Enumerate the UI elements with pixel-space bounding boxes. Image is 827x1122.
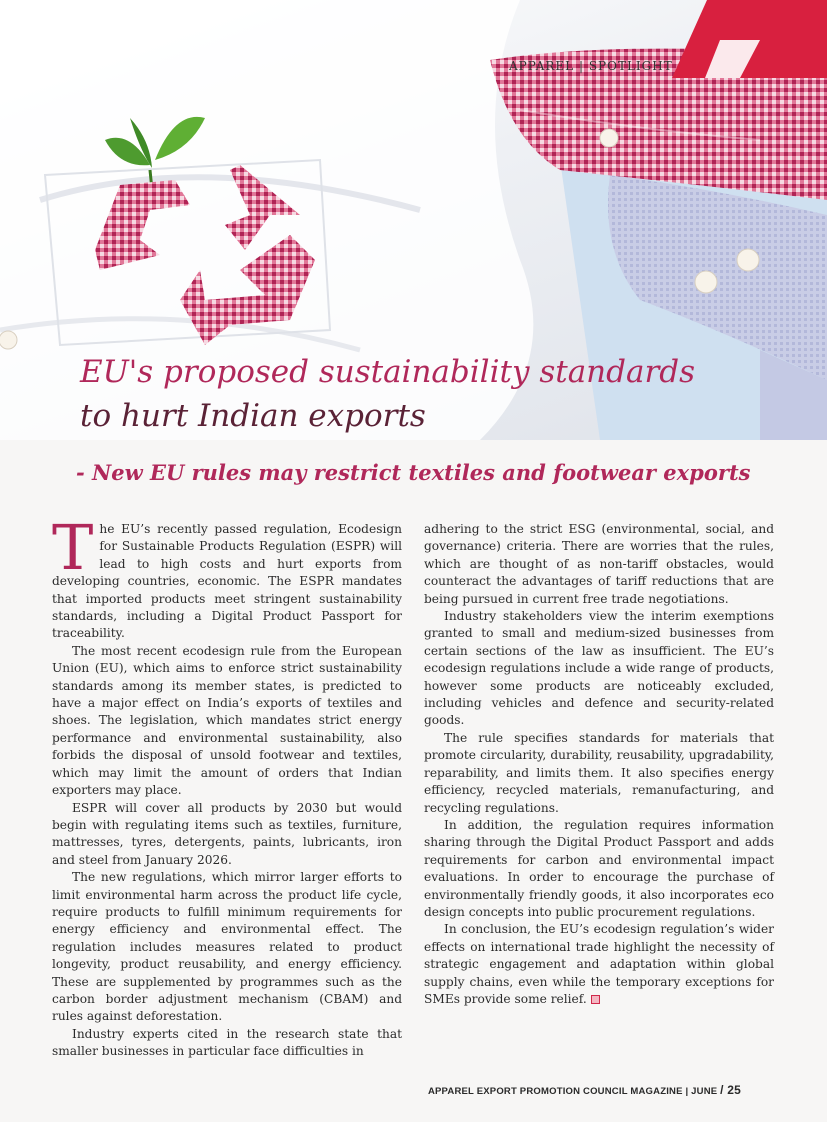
page-footer bbox=[428, 1083, 741, 1097]
footer-magazine-name: APPAREL EXPORT PROMOTION COUNCIL MAGAZINE | JUNE bbox=[427, 1086, 718, 1097]
intro-text: he EU’s recently passed regulation, Ecodesign for Sustainable Products Regulation (ESPR) will lead to high costs and hurt exports from developing countries, economic. The ESPR mandates that imported products meet stringent sustainability standards, including a Digital Product Passport for traceability. bbox=[52, 522, 402, 641]
drop-cap: T bbox=[52, 511, 94, 584]
title-line-1: EU's proposed sustainability standards bbox=[80, 354, 696, 390]
body-paragraph: ESPR will cover all products by 2030 but would begin with regulating items such as textiles, furniture, mattresses, tyres, detergents, paints, lubricants, iron and steel from January 2026. bbox=[52, 800, 402, 867]
article-subtitle: - New EU rules may restrict textiles and footwear exports bbox=[76, 460, 751, 485]
intro-paragraph bbox=[52, 511, 402, 643]
end-mark-icon bbox=[591, 995, 600, 1004]
hero-image bbox=[0, 0, 827, 440]
final-text: In conclusion, the EU’s ecodesign regulation’s wider effects on international trade highlight the necessity of strategic engagement and adaptation within global supply chains, even while the temporary exceptions for SMEs provide some relief. bbox=[424, 922, 774, 1006]
section-label: APPAREL | SPOTLIGHT bbox=[509, 59, 673, 73]
article-title bbox=[80, 350, 700, 438]
body-paragraph: The rule specifies standards for materials that promote circularity, durability, reusability, upgradability, reparability, and limits them. It also specifies energy efficiency, recycled materials, remanufacturing, and recycling regulations. bbox=[424, 730, 774, 815]
body-paragraph: The new regulations, which mirror larger efforts to limit environmental harm across the product life cycle, require products to fulfill minimum requirements for energy efficiency and environmental effect. The regulation includes measures related to product longevity, product reusability, and energy efficiency. These are supplemented by programmes such as the carbon border adjustment mechanism (CBAM) and rules against deforestation. bbox=[52, 870, 402, 1024]
body-paragraph: The most recent ecodesign rule from the European Union (EU), which aims to enforce strict sustainability standards among its member states, is predicted to have a major effect on India’s exports of textiles and shoes. The legislation, which mandates strict energy performance and environmental sustainability, also forbids the disposal of unsold footwear and textiles, which may limit the amount of orders that Indian exporters may place. bbox=[52, 643, 402, 798]
body-paragraph: In addition, the regulation requires information sharing through the Digital Product Passport and adds requirements for carbon and environmental impact evaluations. In order to encourage the purchase of environmentally friendly goods, it also incorporates eco design concepts into public procurement regulations. bbox=[424, 817, 774, 919]
page-number: / 25 bbox=[720, 1083, 741, 1097]
right-column bbox=[424, 521, 774, 1008]
left-column bbox=[52, 511, 402, 1061]
body-paragraph: Industry stakeholders view the interim exemptions granted to small and medium-sized businesses from certain sections of the law as insufficient. The EU’s ecodesign regulations include a wide range of products, however some products are noticeably excluded, including vehicles and defence and security-related goods. bbox=[424, 609, 774, 728]
title-line-2: to hurt Indian exports bbox=[80, 398, 426, 434]
final-paragraph bbox=[424, 921, 774, 1008]
body-paragraph: Industry experts cited in the research state that smaller businesses in particular face difficulties in bbox=[52, 1026, 402, 1059]
continuation-paragraph: adhering to the strict ESG (environmental, social, and governance) criteria. There are worries that the rules, which are thought of as non-tariff obstacles, would counteract the advantages of tariff reductions that are being pursued in current free trade negotiations. bbox=[424, 522, 774, 606]
